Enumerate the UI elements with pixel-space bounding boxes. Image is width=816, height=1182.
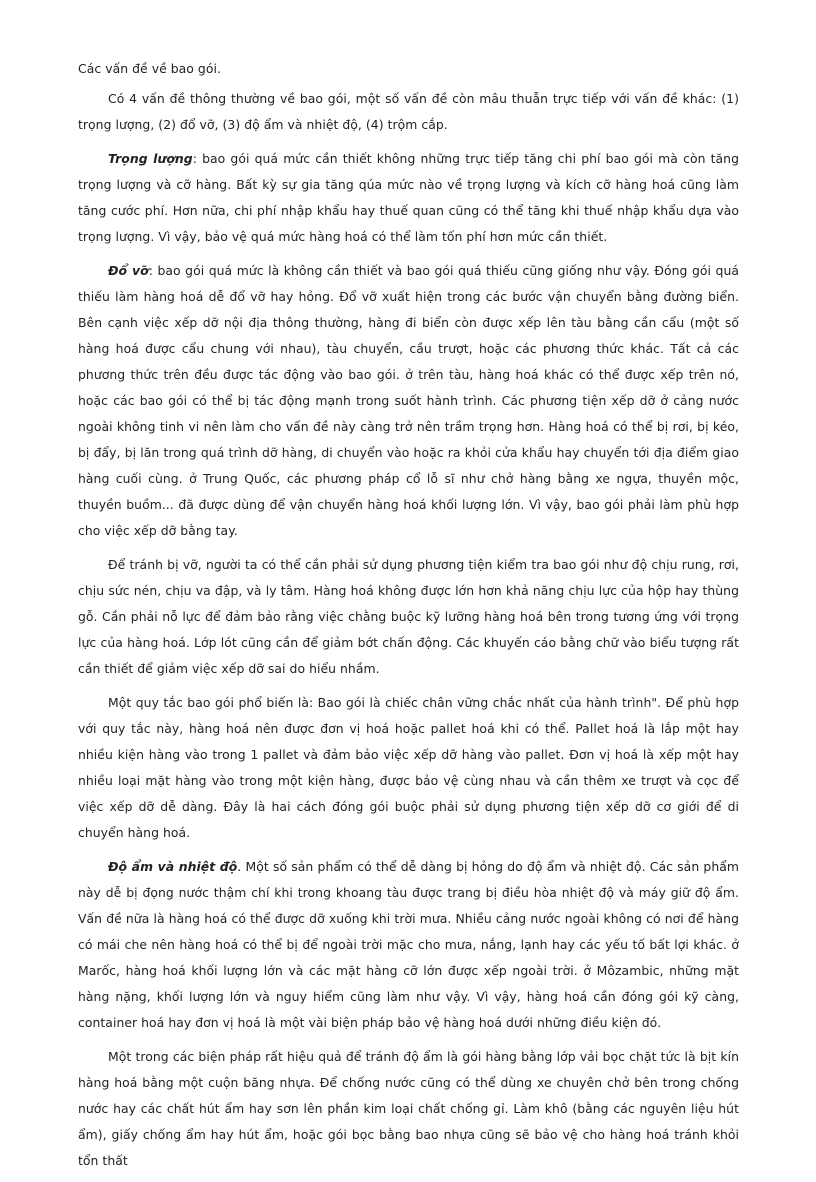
- term-moisture-temperature: Độ ẩm và nhiệt độ: [108, 859, 238, 874]
- paragraph-text: Một trong các biện pháp rất hiệu quả để tránh độ ẩm là gói hàng bằng lớp vải bọc chặt tức là bịt kín hàng hoá bằng một cuộn băng nhựa. Để chống nước cũng có thể dùng xe chuyên chở bên trong chống nước hay các chất hút ẩm hay sơn lên phần kim loại chất chống gỉ. Làm khô (bằng các nguyên liệu hút ẩm), giấy chống ẩm hay hút ẩm, hoặc gói bọc bằng bao nhựa cũng sẽ bảo vệ cho hàng hoá tránh khỏi tổn thất: [78, 1049, 739, 1168]
- paragraph-text: : bao gói quá mức là không cần thiết và bao gói quá thiếu cũng giống như vậy. Đóng gói quá thiếu làm hàng hoá dễ đổ vỡ hay hỏng. Đổ vỡ xuất hiện trong các bước vận chuyển bằng đường biển. Bên cạnh việc xếp dỡ nội địa thông thường, hàng đi biển còn được xếp lên tàu bằng cần cẩu (một số hàng hoá được cẩu chung với nhau), tàu chuyển, cầu trượt, hoặc các phương thức khác. Tất cả các phương thức trên đều được tác động vào bao gói. ở trên tàu, hàng hoá khác có thể được xếp trên nó, hoặc các bao gói có thể bị tác động mạnh trong suốt hành trình. Các phương tiện xếp dỡ ở cảng nước ngoài không tinh vi nên làm cho vấn đề này càng trở nên trầm trọng hơn. Hàng hoá có thể bị rơi, bị kéo, bị đẩy, bị lăn trong quá trình dỡ hàng, di chuyển vào hoặc ra khỏi cửa khẩu hay chuyển tới địa điểm giao hàng cuối cùng. ở Trung Quốc, các phương pháp cổ lỗ sĩ như chở hàng bằng xe ngựa, thuyền mộc, thuyền buồm... đã được dùng để vận chuyển hàng hoá khối lượng lớn. Vì vậy, bao gói phải làm phù hợp cho việc xếp dỡ bằng tay.: [78, 263, 739, 538]
- paragraph-text: : bao gói quá mức cần thiết không những trực tiếp tăng chi phí bao gói mà còn tăng trọng lượng và cỡ hàng. Bất kỳ sự gia tăng qúa mức nào về trọng lượng và kích cỡ hàng hoá cũng làm tăng cước phí. Hơn nữa, chi phí nhập khẩu hay thuế quan cũng có thể tăng khi thuế nhập khẩu dựa vào trọng lượng. Vì vậy, bảo vệ quá mức hàng hoá có thể làm tốn phí hơn mức cần thiết.: [78, 151, 739, 244]
- paragraph-text: Một quy tắc bao gói phổ biến là: Bao gói là chiếc chân vững chắc nhất của hành trình". Để phù hợp với quy tắc này, hàng hoá nên được đơn vị hoá hoặc pallet hoá khi có thể. Pallet hoá là lắp một hay nhiều kiện hàng vào trong 1 pallet và đảm bảo việc xếp dỡ hàng vào pallet. Đơn vị hoá là xếp một hay nhiều loại mặt hàng vào trong một kiện hàng, được bảo vệ cùng nhau và cần thêm xe trượt và cọc để việc xếp dỡ dễ dàng. Đây là hai cách đóng gói buộc phải sử dụng phương tiện xếp dỡ cơ giới để di chuyển hàng hoá.: [78, 695, 739, 840]
- paragraph-text: . Một số sản phẩm có thể dễ dàng bị hỏng do độ ẩm và nhiệt độ. Các sản phẩm này dễ bị đọng nước thậm chí khi trong khoang tàu được trang bị điều hòa nhiệt độ và máy giữ độ ẩm. Vấn đề nữa là hàng hoá có thể được dỡ xuống khi trời mưa. Nhiều cảng nước ngoài không có nơi để hàng có mái che nên hàng hoá có thể bị để ngoài trời mặc cho mưa, nắng, lạnh hay các yếu tố bất lợi khác. ở Marốc, hàng hoá khối lượng lớn và các mặt hàng cỡ lớn được xếp ngoài trời. ở Môzambic, những mặt hàng nặng, khối lượng lớn và nguy hiểm cũng làm như vậy. Vì vậy, hàng hoá cần đóng gói kỹ càng, container hoá hay đơn vị hoá là một vài biện pháp bảo vệ hàng hoá dưới những điều kiện đó.: [78, 859, 740, 1030]
- paragraph-moisture-temperature: [78, 854, 739, 1036]
- paragraph-moisture-measures: [78, 1044, 739, 1174]
- paragraph-text: Để tránh bị vỡ, người ta có thể cần phải sử dụng phương tiện kiểm tra bao gói như độ chịu rung, rơi, chịu sức nén, chịu va đập, và ly tâm. Hàng hoá không được lớn hơn khả năng chịu lực của hộp hay thùng gỗ. Cần phải nỗ lực để đảm bảo rằng việc chằng buộc kỹ lưỡng hàng hoá bên trong tương ứng với trọng lực của hàng hoá. Lớp lót cũng cần để giảm bớt chấn động. Các khuyến cáo bằng chữ vào biểu tượng rất cần thiết để giảm việc xếp dỡ sai do hiểu nhầm.: [78, 557, 739, 676]
- paragraph-intro: [78, 86, 739, 138]
- paragraph-text: Có 4 vấn đề thông thường về bao gói, một số vấn đề còn mâu thuẫn trực tiếp với vấn đề khác: (1) trọng lượng, (2) đổ vỡ, (3) độ ẩm và nhiệt độ, (4) trộm cắp.: [78, 91, 739, 132]
- document-page: [78, 56, 739, 1182]
- paragraph-packaging-rule: [78, 690, 739, 846]
- paragraph-weight: [78, 146, 739, 250]
- paragraph-breakage-prevention: [78, 552, 739, 682]
- term-breakage: Đổ vỡ: [108, 263, 149, 278]
- section-heading: Các vấn đề về bao gói.: [78, 61, 221, 76]
- term-weight: Trọng lượng: [108, 151, 193, 166]
- paragraph-breakage: [78, 258, 739, 544]
